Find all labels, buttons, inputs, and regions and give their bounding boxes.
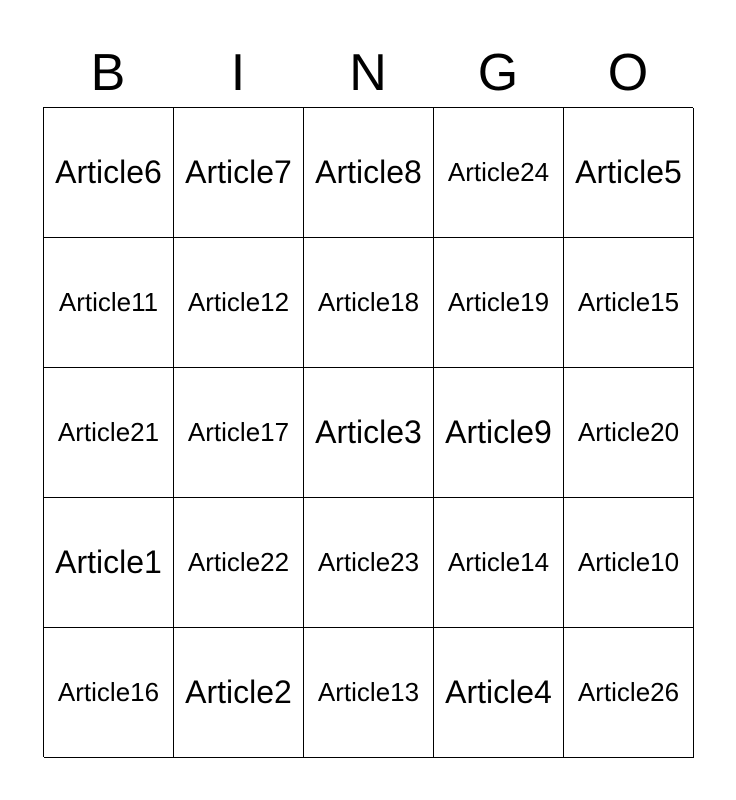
bingo-cell[interactable]: Article26	[564, 628, 694, 758]
bingo-cell[interactable]: Article13	[304, 628, 434, 758]
bingo-header	[43, 40, 693, 106]
bingo-cell[interactable]: Article19	[434, 238, 564, 368]
bingo-cell[interactable]: Article3	[304, 368, 434, 498]
bingo-cell[interactable]: Article20	[564, 368, 694, 498]
header-letter-n: N	[349, 44, 387, 102]
bingo-cell[interactable]: Article15	[564, 238, 694, 368]
bingo-cell[interactable]: Article22	[174, 498, 304, 628]
bingo-cell[interactable]: Article11	[44, 238, 174, 368]
bingo-cell[interactable]: Article8	[304, 108, 434, 238]
bingo-cell[interactable]: Article18	[304, 238, 434, 368]
header-letter-i: I	[230, 44, 246, 102]
bingo-cell[interactable]: Article17	[174, 368, 304, 498]
bingo-cell[interactable]: Article10	[564, 498, 694, 628]
header-letter-o: O	[607, 44, 649, 102]
bingo-cell[interactable]: Article2	[174, 628, 304, 758]
bingo-cell[interactable]: Article6	[44, 108, 174, 238]
bingo-cell[interactable]: Article24	[434, 108, 564, 238]
bingo-cell[interactable]: Article1	[44, 498, 174, 628]
header-letter-g: G	[477, 44, 519, 102]
bingo-cell[interactable]: Article5	[564, 108, 694, 238]
bingo-cell[interactable]: Article4	[434, 628, 564, 758]
bingo-cell[interactable]: Article9	[434, 368, 564, 498]
bingo-board	[43, 107, 693, 757]
bingo-cell[interactable]: Article21	[44, 368, 174, 498]
header-letter-b: B	[90, 44, 126, 102]
bingo-cell[interactable]: Article23	[304, 498, 434, 628]
bingo-cell[interactable]: Article7	[174, 108, 304, 238]
bingo-cell[interactable]: Article16	[44, 628, 174, 758]
bingo-cell[interactable]: Article14	[434, 498, 564, 628]
bingo-cell[interactable]: Article12	[174, 238, 304, 368]
